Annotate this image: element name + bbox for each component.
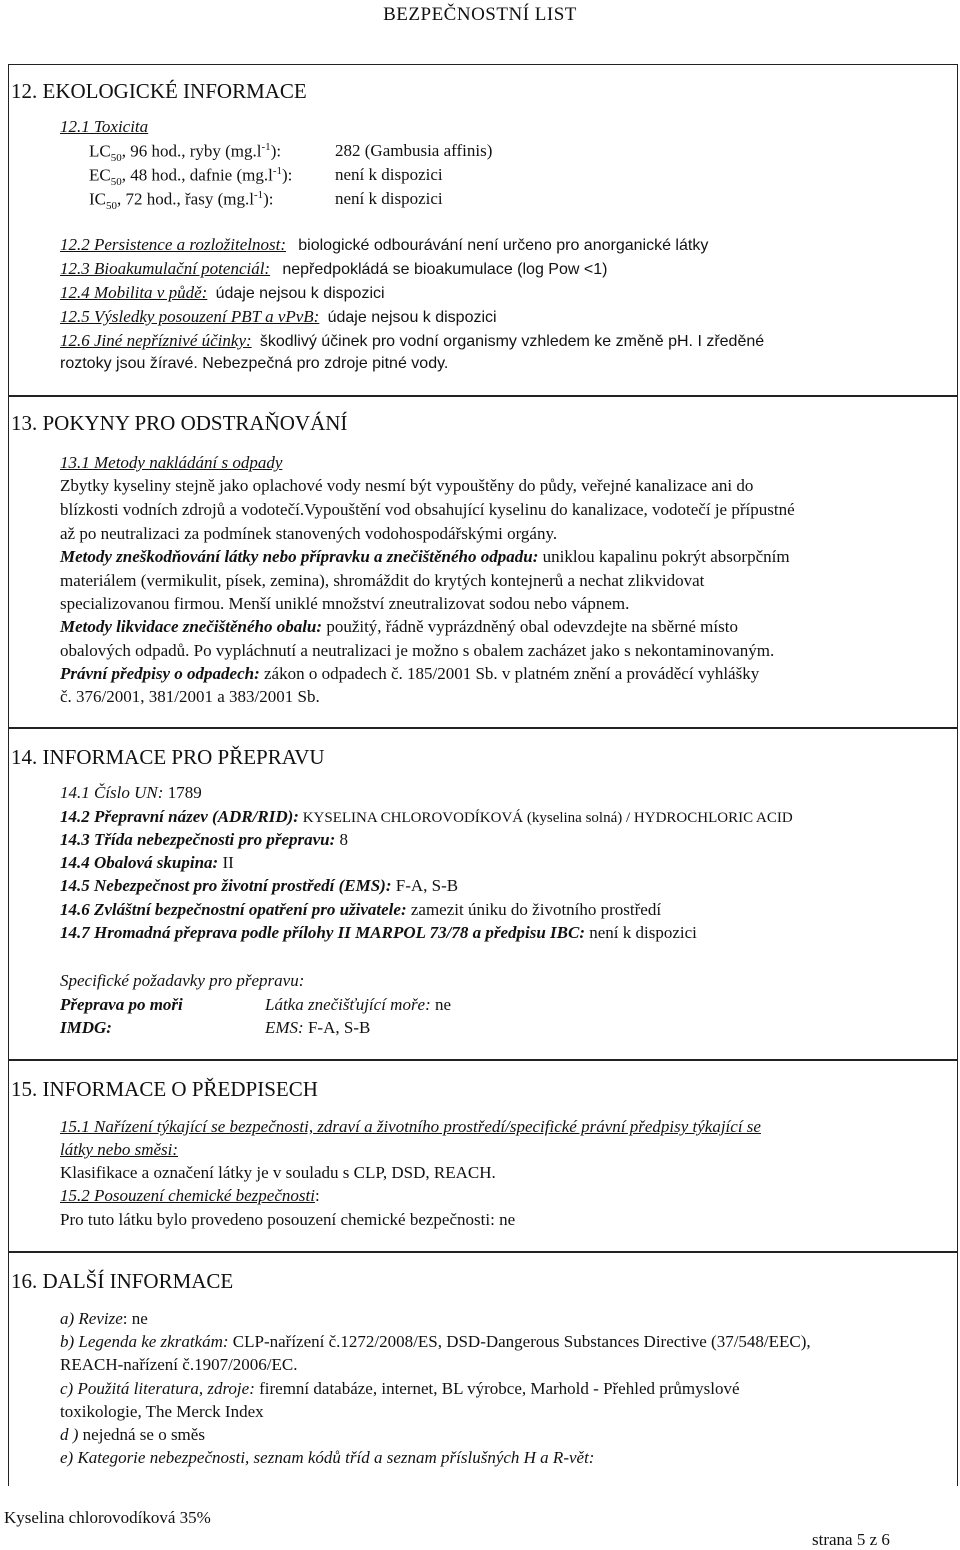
sea-pollutant-value: ne bbox=[430, 995, 452, 1014]
transport-label: 14.7 Hromadná přeprava podle přílohy II MARPOL 73/78 a předpisu IBC: bbox=[60, 923, 585, 942]
literature-label: c) Použitá literatura, zdroje: bbox=[60, 1379, 255, 1398]
waste-text: Zbytky kyseliny stejně jako oplachové vody nesmí být vypouštěny do půdy, veřejné kanalizace ani do bbox=[60, 476, 754, 495]
persistence-line bbox=[60, 235, 708, 255]
pbt-line bbox=[60, 307, 497, 327]
bioaccumulation-line bbox=[60, 259, 607, 279]
tox-label: IC bbox=[89, 189, 106, 209]
section-16 bbox=[8, 1252, 958, 1486]
tox-sup: -1 bbox=[261, 141, 271, 153]
mobility-line bbox=[60, 283, 385, 303]
toxicity-heading: 12.1 Toxicita bbox=[60, 117, 149, 136]
transport-value: 8 bbox=[335, 830, 349, 849]
transport-label: 14.6 Zvláštní bezpečnostní opatření pro uživatele: bbox=[60, 900, 407, 919]
mixture-value: nejedná se o směs bbox=[78, 1425, 205, 1444]
other-effects-text: škodlivý účinek pro vodní organismy vzhledem ke změně pH. I zředěné bbox=[259, 333, 765, 350]
disposal-text: specializovanou firmou. Menší uniklé množství zneutralizovat sodou nebo vápnem. bbox=[60, 594, 630, 613]
tox-sup: -1 bbox=[272, 165, 282, 177]
safety-assessment-colon: : bbox=[314, 1186, 320, 1205]
transport-row-name bbox=[60, 807, 793, 827]
persistence-label: 12.2 Persistence a rozložitelnost: bbox=[60, 235, 287, 254]
transport-label: 14.4 Obalová skupina: bbox=[60, 853, 219, 872]
regulation-heading-cont: látky nebo směsi: bbox=[60, 1140, 179, 1159]
packaging-disposal bbox=[60, 617, 738, 637]
section-15-title: 15. INFORMACE O PŘEDPISECH bbox=[11, 1077, 318, 1101]
section-13 bbox=[8, 396, 958, 728]
tox-tail: ): bbox=[282, 165, 293, 185]
tox-tail: ): bbox=[270, 141, 282, 161]
tox-label: EC bbox=[89, 165, 111, 185]
regulation-heading: 15.1 Nařízení týkající se bezpečnosti, zdraví a životního prostředí/specifické právní předpisy týkající se bbox=[60, 1117, 761, 1136]
transport-row-ems bbox=[60, 876, 458, 896]
imdg-label: IMDG: bbox=[60, 1018, 112, 1037]
document-header: BEZPEČNOSTNÍ LIST bbox=[383, 4, 577, 25]
transport-label: 14.3 Třída nebezpečnosti pro přepravu: bbox=[60, 830, 336, 849]
transport-label: 14.5 Nebezpečnost pro životní prostředí (EMS): bbox=[60, 876, 392, 895]
transport-value: zamezit úniku do životního prostředí bbox=[406, 900, 662, 919]
waste-law-label: Právní předpisy o odpadech: bbox=[60, 664, 260, 683]
waste-law-text-cont: č. 376/2001, 381/2001 a 383/2001 Sb. bbox=[60, 687, 320, 706]
transport-row-class bbox=[60, 830, 348, 850]
mobility-label: 12.4 Mobilita v půdě: bbox=[60, 283, 208, 302]
mobility-text: údaje nejsou k dispozici bbox=[215, 285, 385, 302]
imdg-ems-label: EMS: bbox=[265, 1018, 304, 1037]
literature-line bbox=[60, 1379, 740, 1399]
safety-assessment-heading bbox=[60, 1186, 320, 1206]
disposal-method-text: uniklou kapalinu pokrýt absorpčním bbox=[538, 547, 790, 566]
disposal-method-label: Metody zneškodňování látky nebo přípravku a znečištěného odpadu: bbox=[60, 547, 539, 566]
revision-value: : ne bbox=[122, 1309, 148, 1328]
tox-label: , 96 hod., ryby (mg.l bbox=[121, 141, 262, 161]
tox-row-lc50 bbox=[89, 141, 281, 164]
tox-sub: 50 bbox=[110, 176, 122, 189]
safety-assessment-text-value: : ne bbox=[490, 1210, 516, 1229]
transport-value: F-A, S-B bbox=[391, 876, 459, 895]
waste-text: blízkosti vodních zdrojů a vodotečí.Vypouštění vod obsahující kyselinu do kanalizace, vodotečí je přípustné bbox=[60, 500, 795, 519]
imdg-ems-value: F-A, S-B bbox=[303, 1018, 371, 1037]
bioaccumulation-label: 12.3 Bioakumulační potenciál: bbox=[60, 259, 271, 278]
transport-label: 14.1 Číslo UN: bbox=[60, 783, 164, 802]
tox-row-ic50 bbox=[89, 189, 274, 212]
safety-assessment-text bbox=[60, 1210, 515, 1230]
tox-tail: ): bbox=[263, 189, 274, 209]
disposal-method bbox=[60, 547, 790, 567]
pbt-label: 12.5 Výsledky posouzení PBT a vPvB: bbox=[60, 307, 320, 326]
packaging-disposal-label: Metody likvidace znečištěného obalu: bbox=[60, 617, 323, 636]
waste-law bbox=[60, 664, 759, 684]
tox-value: není k dispozici bbox=[335, 189, 443, 208]
transport-row-marpol bbox=[60, 923, 697, 943]
abbreviations-value: CLP-nařízení č.1272/2008/ES, DSD-Dangerous Substances Directive (37/548/EEC), bbox=[228, 1332, 811, 1351]
disposal-text: materiálem (vermikulit, písek, zemina), shromáždit do krytých kontejnerů a nechat zlikvidovat bbox=[60, 571, 705, 590]
tox-row-ec50 bbox=[89, 165, 292, 188]
sea-pollutant bbox=[265, 995, 451, 1015]
sea-pollutant-label: Látka znečišťující moře: bbox=[265, 995, 431, 1014]
transport-row-group bbox=[60, 853, 234, 873]
transport-value: KYSELINA CHLOROVODÍKOVÁ (kyselina solná) / HYDROCHLORIC ACID bbox=[298, 810, 793, 826]
section-15 bbox=[8, 1060, 958, 1252]
transport-value: 1789 bbox=[163, 783, 202, 802]
footer-page-number: strana 5 z 6 bbox=[812, 1530, 890, 1549]
safety-assessment-label: 15.2 Posouzení chemické bezpečnosti bbox=[60, 1186, 315, 1205]
packaging-disposal-text: použitý, řádně vyprázdněný obal odevzdejte na sběrné místo bbox=[322, 617, 738, 636]
specific-requirements: Specifické požadavky pro přepravu: bbox=[60, 971, 305, 990]
tox-label: LC bbox=[89, 141, 111, 161]
pbt-text: údaje nejsou k dispozici bbox=[327, 309, 497, 326]
abbreviations-line bbox=[60, 1332, 811, 1352]
packaging-text: obalových odpadů. Po vypláchnutí a neutralizaci je možno s obalem zacházet jako s nekontaminovaným. bbox=[60, 641, 775, 660]
section-12-title: 12. EKOLOGICKÉ INFORMACE bbox=[11, 79, 307, 103]
tox-sub: 50 bbox=[110, 152, 122, 165]
tox-value: 282 (Gambusia affinis) bbox=[335, 141, 493, 160]
other-effects-label: 12.6 Jiné nepříznivé účinky: bbox=[60, 331, 252, 350]
revision-line bbox=[60, 1309, 148, 1329]
tox-sub: 50 bbox=[106, 200, 117, 213]
sea-transport-label: Přeprava po moři bbox=[60, 995, 183, 1014]
literature-value: firemní databáze, internet, BL výrobce, Marhold - Přehled průmyslové bbox=[254, 1379, 740, 1398]
other-effects-text-cont: roztoky jsou žíravé. Nebezpečná pro zdroje pitné vody. bbox=[60, 355, 449, 372]
transport-row-precautions bbox=[60, 900, 661, 920]
section-12 bbox=[8, 64, 958, 396]
revision-label: a) Revize bbox=[60, 1309, 123, 1328]
mixture-line bbox=[60, 1425, 205, 1445]
waste-methods-heading: 13.1 Metody nakládání s odpady bbox=[60, 453, 283, 472]
tox-sup: -1 bbox=[253, 189, 264, 201]
literature-cont: toxikologie, The Merck Index bbox=[60, 1402, 264, 1421]
abbreviations-cont: REACH-nařízení č.1907/2006/EC. bbox=[60, 1355, 298, 1374]
waste-law-text: zákon o odpadech č. 185/2001 Sb. v platném znění a prováděcí vyhlášky bbox=[259, 664, 760, 683]
waste-text: až po neutralizaci za podmínek stanovených vodohospodářskými orgány. bbox=[60, 524, 558, 543]
abbreviations-label: b) Legenda ke zkratkám: bbox=[60, 1332, 229, 1351]
transport-value: není k dispozici bbox=[585, 923, 697, 942]
imdg-ems bbox=[265, 1018, 370, 1038]
classification-text: Klasifikace a označení látky je v souladu s CLP, DSD, REACH. bbox=[60, 1163, 496, 1182]
tox-value: není k dispozici bbox=[335, 165, 443, 184]
safety-assessment-text-main: Pro tuto látku bylo provedeno posouzení chemické bezpečnosti bbox=[60, 1210, 491, 1229]
footer-product-name: Kyselina chlorovodíková 35% bbox=[4, 1508, 211, 1527]
persistence-text: biologické odbourávání není určeno pro anorganické látky bbox=[298, 237, 709, 254]
transport-label: 14.2 Přepravní název (ADR/RID): bbox=[60, 807, 299, 826]
tox-label: , 72 hod., řasy (mg.l bbox=[117, 189, 254, 209]
section-14-title: 14. INFORMACE PRO PŘEPRAVU bbox=[11, 745, 325, 769]
section-14 bbox=[8, 728, 958, 1060]
transport-row-un bbox=[60, 783, 202, 803]
section-16-title: 16. DALŠÍ INFORMACE bbox=[11, 1269, 234, 1293]
section-13-title: 13. POKYNY PRO ODSTRAŇOVÁNÍ bbox=[11, 411, 348, 435]
other-effects-line bbox=[60, 331, 764, 351]
tox-label: , 48 hod., dafnie (mg.l bbox=[121, 165, 273, 185]
transport-value: II bbox=[218, 853, 234, 872]
bioaccumulation-text: nepředpokládá se bioakumulace (log Pow <1) bbox=[282, 261, 608, 278]
mixture-label: d ) bbox=[60, 1425, 79, 1444]
hazard-categories-label: e) Kategorie nebezpečnosti, seznam kódů tříd a seznam příslušných H a R-vět: bbox=[60, 1448, 595, 1467]
